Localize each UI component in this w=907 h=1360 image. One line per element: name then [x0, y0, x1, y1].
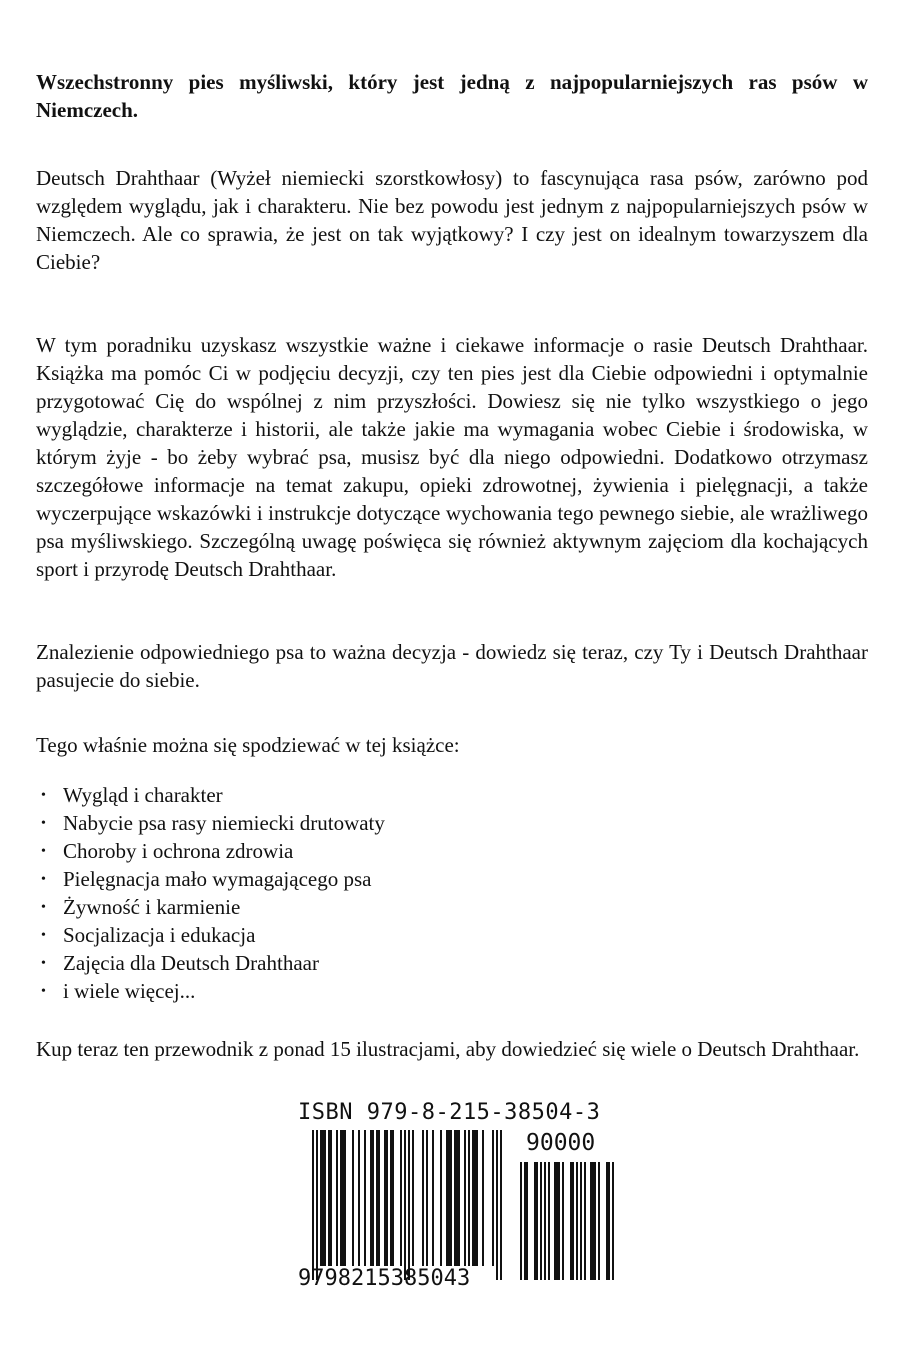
barcode-bar	[464, 1130, 466, 1266]
list-item: • Wygląd i charakter	[36, 781, 868, 809]
barcode-bar	[570, 1162, 572, 1280]
barcode-bar	[548, 1162, 550, 1280]
list-item: • Zajęcia dla Deutsch Drahthaar	[36, 949, 868, 977]
barcode-bar	[544, 1162, 546, 1280]
barcode-bar	[592, 1162, 594, 1280]
intro-paragraph: Deutsch Drahthaar (Wyżeł niemiecki szorstkowłosy) to fascynująca rasa psów, zarówno pod względem wyglądu, jak i charakteru. Nie bez powodu jest jednym z najpopularniejszych psów w Niemczech. Ale co sprawia, że jest on tak wyjątkowy? I czy jest on idealnym towarzyszem dla Ciebie?	[36, 166, 868, 274]
barcode-bar	[500, 1130, 502, 1280]
barcode-bar	[454, 1130, 456, 1266]
barcode-bar	[364, 1130, 366, 1266]
barcode-bar	[312, 1130, 314, 1280]
barcode-bar	[370, 1130, 372, 1266]
barcode-bar	[426, 1130, 428, 1266]
barcode-bar	[520, 1162, 522, 1280]
closing-paragraph: Kup teraz ten przewodnik z ponad 15 ilustracjami, aby dowiedzieć się wiele o Deutsch Drahthaar.	[36, 1037, 860, 1061]
barcode-bar	[328, 1130, 330, 1266]
list-intro: Tego właśnie można się spodziewać w tej książce:	[36, 733, 460, 757]
barcode-bar	[344, 1130, 346, 1266]
isbn-barcode	[298, 1100, 618, 1300]
barcode-bar	[446, 1130, 448, 1266]
barcode-bar	[558, 1162, 560, 1280]
barcode-bar	[448, 1130, 450, 1266]
list-item: • Socjalizacja i edukacja	[36, 921, 868, 949]
barcode-bar	[524, 1162, 526, 1280]
barcode-bar	[468, 1130, 470, 1266]
barcode-bar	[390, 1130, 392, 1266]
barcode-bar	[590, 1162, 592, 1280]
barcode-bar	[384, 1130, 386, 1266]
barcode-bar	[324, 1130, 326, 1266]
barcode-bar	[584, 1162, 586, 1280]
barcode-bar	[554, 1162, 556, 1280]
barcode-bar	[612, 1162, 614, 1280]
barcode-bar	[342, 1130, 344, 1266]
barcode-bar	[352, 1130, 354, 1266]
barcode-bar	[556, 1162, 558, 1280]
barcode-bar	[404, 1130, 406, 1280]
barcode-bar	[496, 1130, 498, 1280]
barcode-bar	[594, 1162, 596, 1280]
barcode-bar	[456, 1130, 458, 1266]
barcode-bar	[580, 1162, 582, 1280]
barcode-bar	[482, 1130, 484, 1266]
barcode-bar	[472, 1130, 474, 1266]
barcode-bar	[386, 1130, 388, 1266]
isbn-label: ISBN 979-8-215-38504-3	[298, 1100, 601, 1125]
barcode-bar	[400, 1130, 402, 1266]
barcode-bar	[378, 1130, 380, 1266]
list-item: • Żywność i karmienie	[36, 893, 868, 921]
barcode-bar	[492, 1130, 494, 1266]
barcode-bar	[474, 1130, 476, 1266]
barcode-bar	[540, 1162, 542, 1280]
barcode-bar	[598, 1162, 600, 1280]
barcode-bar	[408, 1130, 410, 1280]
barcode-bar	[422, 1130, 424, 1266]
barcode-bar	[330, 1130, 332, 1266]
barcode-bar	[526, 1162, 528, 1280]
barcode-bar	[606, 1162, 608, 1280]
barcode-bar	[562, 1162, 564, 1280]
decision-paragraph: Znalezienie odpowiedniego psa to ważna decyzja - dowiedz się teraz, czy Ty i Deutsch Drahthaar pasujecie do siebie.	[36, 640, 868, 692]
barcode-digits: 9798215385043	[298, 1266, 471, 1291]
barcode-bar	[340, 1130, 342, 1266]
barcode-bar	[316, 1130, 318, 1280]
price-addon: 90000	[526, 1130, 596, 1156]
barcode-bar	[336, 1130, 338, 1266]
barcode-bar	[376, 1130, 378, 1266]
barcode-bar	[576, 1162, 578, 1280]
barcode-bar	[412, 1130, 414, 1266]
barcode-bar	[322, 1130, 324, 1266]
barcode-bar	[572, 1162, 574, 1280]
list-item: • Nabycie psa rasy niemiecki drutowaty	[36, 809, 868, 837]
barcode-bar	[608, 1162, 610, 1280]
barcode-bar	[534, 1162, 536, 1280]
barcode-bar	[320, 1130, 322, 1266]
list-item: • Choroby i ochrona zdrowia	[36, 837, 868, 865]
barcode-bar	[358, 1130, 360, 1266]
barcode-bar	[432, 1130, 434, 1266]
feature-list	[36, 781, 868, 1005]
barcode-bar	[458, 1130, 460, 1266]
list-item: • Pielęgnacja mało wymagającego psa	[36, 865, 868, 893]
barcode-bar	[372, 1130, 374, 1266]
barcode-bar	[536, 1162, 538, 1280]
description-paragraph: W tym poradniku uzyskasz wszystkie ważne i ciekawe informacje o rasie Deutsch Drahthaar. Książka ma pomóc Ci w podjęciu decyzji, czy ten pies jest dla Ciebie odpowiedni i optymalnie przygotować Cię do wspólnej z nim przyszłości. Dowiesz się nie tylko wszystkiego o jego wyglądzie, charakterze i historii, ale także jakie ma wymagania wobec Ciebie i środowiska, w którym żyje - bo żeby wybrać psa, musisz być dla niego odpowiedni. Dodatkowo otrzymasz szczegółowe informacje na temat zakupu, opieki zdrowotnej, żywienia i pielęgnacji, a także wyczerpujące wskazówki i instrukcje dotyczące wychowania tego pewnego siebie, ale wrażliwego psa myśliwskiego. Szczególną uwagę poświęca się również aktywnym zajęciom dla kochających sport i przyrodę Deutsch Drahthaar.	[36, 333, 868, 581]
lead-paragraph: Wszechstronny pies myśliwski, który jest jedną z najpopularniejszych ras psów w Niemczech.	[36, 70, 868, 122]
barcode-bar	[476, 1130, 478, 1266]
barcode-bar	[392, 1130, 394, 1266]
back-cover-text	[36, 68, 868, 1063]
list-item: • i wiele więcej...	[36, 977, 868, 1005]
barcode-bar	[450, 1130, 452, 1266]
barcode-bar	[440, 1130, 442, 1266]
